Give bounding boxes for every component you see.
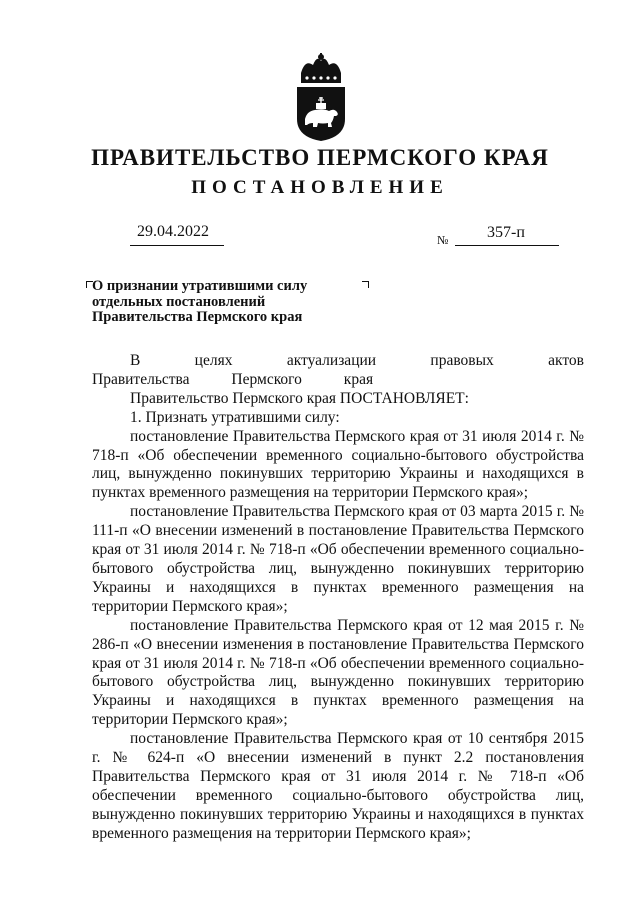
subject-line: отдельных постановлений bbox=[92, 293, 266, 310]
subject-line: Правительства Пермского края bbox=[92, 309, 303, 325]
document-date: 29.04.2022 bbox=[137, 223, 209, 240]
date-underline bbox=[130, 245, 224, 246]
subject-bracket-right bbox=[362, 281, 369, 288]
body-paragraph-preamble: В целях актуализации правовых актов Правительства Пермского края bbox=[92, 352, 584, 388]
subject-line: О признании утратившими силу bbox=[92, 278, 308, 294]
doc-type-title: ПОСТАНОВЛЕНИЕ bbox=[191, 177, 449, 198]
body-paragraph-item-1: 1. Признать утратившими силу: bbox=[130, 408, 340, 426]
document-body bbox=[92, 352, 584, 844]
org-title: ПРАВИТЕЛЬСТВО ПЕРМСКОГО КРАЯ bbox=[91, 145, 549, 170]
body-paragraph-act-286: постановление Правительства Пермского края от 12 мая 2015 г. № 286-п «О внесении изменения в постановление Правительства Пермского края от 31 июля 2014 г. № 718-п «Об обеспечении временного социально-бытового обустройства лиц, вынужденно покинувших территорию Украины и находящихся в пунктах временного размещения на территории Пермского края»; bbox=[92, 616, 584, 729]
body-paragraph-act-111: постановление Правительства Пермского края от 03 марта 2015 г. № 111-п «О внесении изменений в постановление Правительства Пермского края от 31 июля 2014 г. № 718-п «Об обеспечении временного социально-бытового обустройства лиц, вынужденно покинувших территорию Украины и находящихся в пунктах временного размещения на территории Пермского края»; bbox=[92, 503, 584, 615]
body-paragraph-act-718: постановление Правительства Пермского края от 31 июля 2014 г. № 718-п «Об обеспечении временного социально-бытового обустройства лиц, вынужденно покинувших территорию Украины и находящихся в пунктах временного размещения на территории Пермского края»; bbox=[92, 427, 584, 502]
number-underline bbox=[455, 245, 559, 246]
document-number: 357-п bbox=[487, 224, 525, 241]
crown-icon bbox=[301, 53, 341, 83]
document-subject bbox=[92, 279, 307, 326]
shield-icon bbox=[297, 87, 345, 141]
number-sign: № bbox=[437, 233, 449, 247]
coat-of-arms-emblem bbox=[291, 53, 351, 141]
body-paragraph-act-624: постановление Правительства Пермского края от 10 сентября 2015 г. № 624-п «О внесении изменений в пункт 2.2 постановления Правительства Пермского края от 31 июля 2014 г. № 718-п «Об обеспечении временного социально-бытового обустройства лиц, вынужденно покинувших территорию Украины и находящихся в пунктах временного размещения на территории Пермского края»; bbox=[92, 730, 584, 842]
body-paragraph-resolves: Правительство Пермского края ПОСТАНОВЛЯЕТ: bbox=[130, 389, 469, 407]
